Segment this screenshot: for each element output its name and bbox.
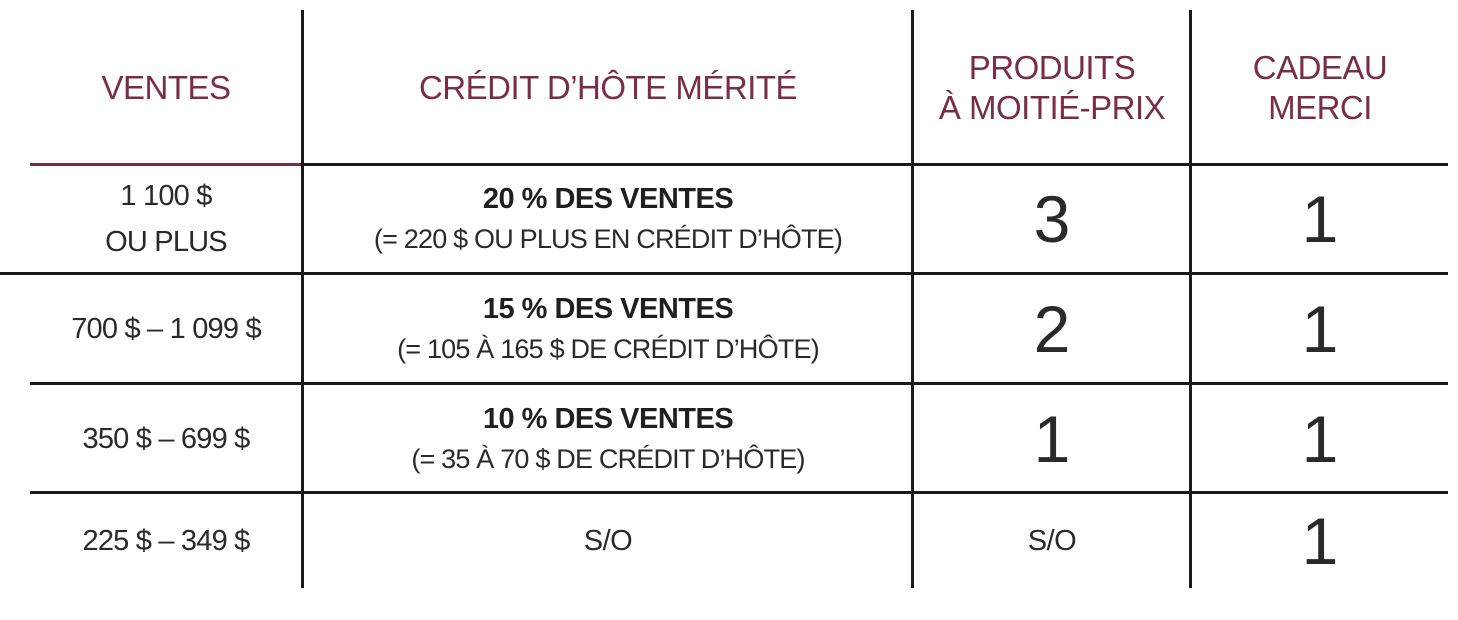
header-credit <box>304 10 912 165</box>
row1-credit-main: 20 % DES VENTES <box>482 183 734 215</box>
row4-gift <box>1192 494 1448 588</box>
row1-gift-value: 1 <box>1301 182 1339 256</box>
header-sales <box>30 10 302 165</box>
column-divider-3 <box>1189 10 1192 588</box>
row1-half-price <box>914 165 1190 273</box>
row2-sales-line1: 700 $ – 1 099 $ <box>71 313 261 345</box>
header-half-price <box>914 10 1190 165</box>
row3-credit-sub: (= 35 À 70 $ DE CRÉDIT D’HÔTE) <box>411 443 805 474</box>
row4-credit <box>304 494 912 588</box>
row1-half-price-value: 3 <box>1033 182 1071 256</box>
row3-sales-line1: 350 $ – 699 $ <box>82 422 250 455</box>
row3-half-price <box>914 385 1190 492</box>
row1-credit-sub: (= 220 $ OU PLUS EN CRÉDIT D’HÔTE) <box>373 224 843 254</box>
header-gift <box>1192 10 1448 165</box>
row4-gift-value: 1 <box>1301 504 1339 578</box>
header-gift-line1: CADEAU <box>1252 48 1388 86</box>
row-divider-3 <box>30 491 1448 494</box>
column-divider-2 <box>911 10 914 588</box>
header-sales-label: VENTES <box>101 68 231 106</box>
row3-credit-main: 10 % DES VENTES <box>482 402 734 435</box>
row4-sales-line1: 225 $ – 349 $ <box>82 525 250 557</box>
header-sales-underline <box>30 163 302 166</box>
row-divider-2 <box>30 382 1448 385</box>
header-half-price-line1: PRODUITS <box>968 48 1136 86</box>
row2-gift-value: 1 <box>1301 292 1339 366</box>
row4-credit-value: S/O <box>583 524 633 557</box>
header-half-price-line2: À MOITIÉ-PRIX <box>938 88 1166 126</box>
column-divider-1 <box>301 10 304 588</box>
row1-sales-line2: OU PLUS <box>105 226 227 258</box>
header-divider <box>302 163 1448 166</box>
row3-gift-value: 1 <box>1301 401 1339 476</box>
row2-half-price <box>914 275 1190 383</box>
row4-half-price-value: S/O <box>1027 524 1077 557</box>
row1-sales <box>30 165 302 273</box>
row4-sales <box>30 494 302 588</box>
row1-credit <box>304 165 912 273</box>
row2-half-price-value: 2 <box>1033 292 1071 366</box>
row2-sales <box>30 275 302 383</box>
row3-sales <box>30 385 302 492</box>
row3-credit <box>304 385 912 492</box>
row1-gift <box>1192 165 1448 273</box>
header-gift-line2: MERCI <box>1268 88 1372 126</box>
row2-gift <box>1192 275 1448 383</box>
header-credit-label: CRÉDIT D’HÔTE MÉRITÉ <box>418 68 798 106</box>
row4-half-price <box>914 494 1190 588</box>
row1-sales-line1: 1 100 $ <box>120 180 212 212</box>
row3-gift <box>1192 385 1448 492</box>
row2-credit-main: 15 % DES VENTES <box>482 293 734 325</box>
row-divider-1 <box>0 272 1448 275</box>
row2-credit <box>304 275 912 383</box>
row2-credit-sub: (= 105 À 165 $ DE CRÉDIT D’HÔTE) <box>397 334 819 364</box>
row3-half-price-value: 1 <box>1033 401 1071 476</box>
